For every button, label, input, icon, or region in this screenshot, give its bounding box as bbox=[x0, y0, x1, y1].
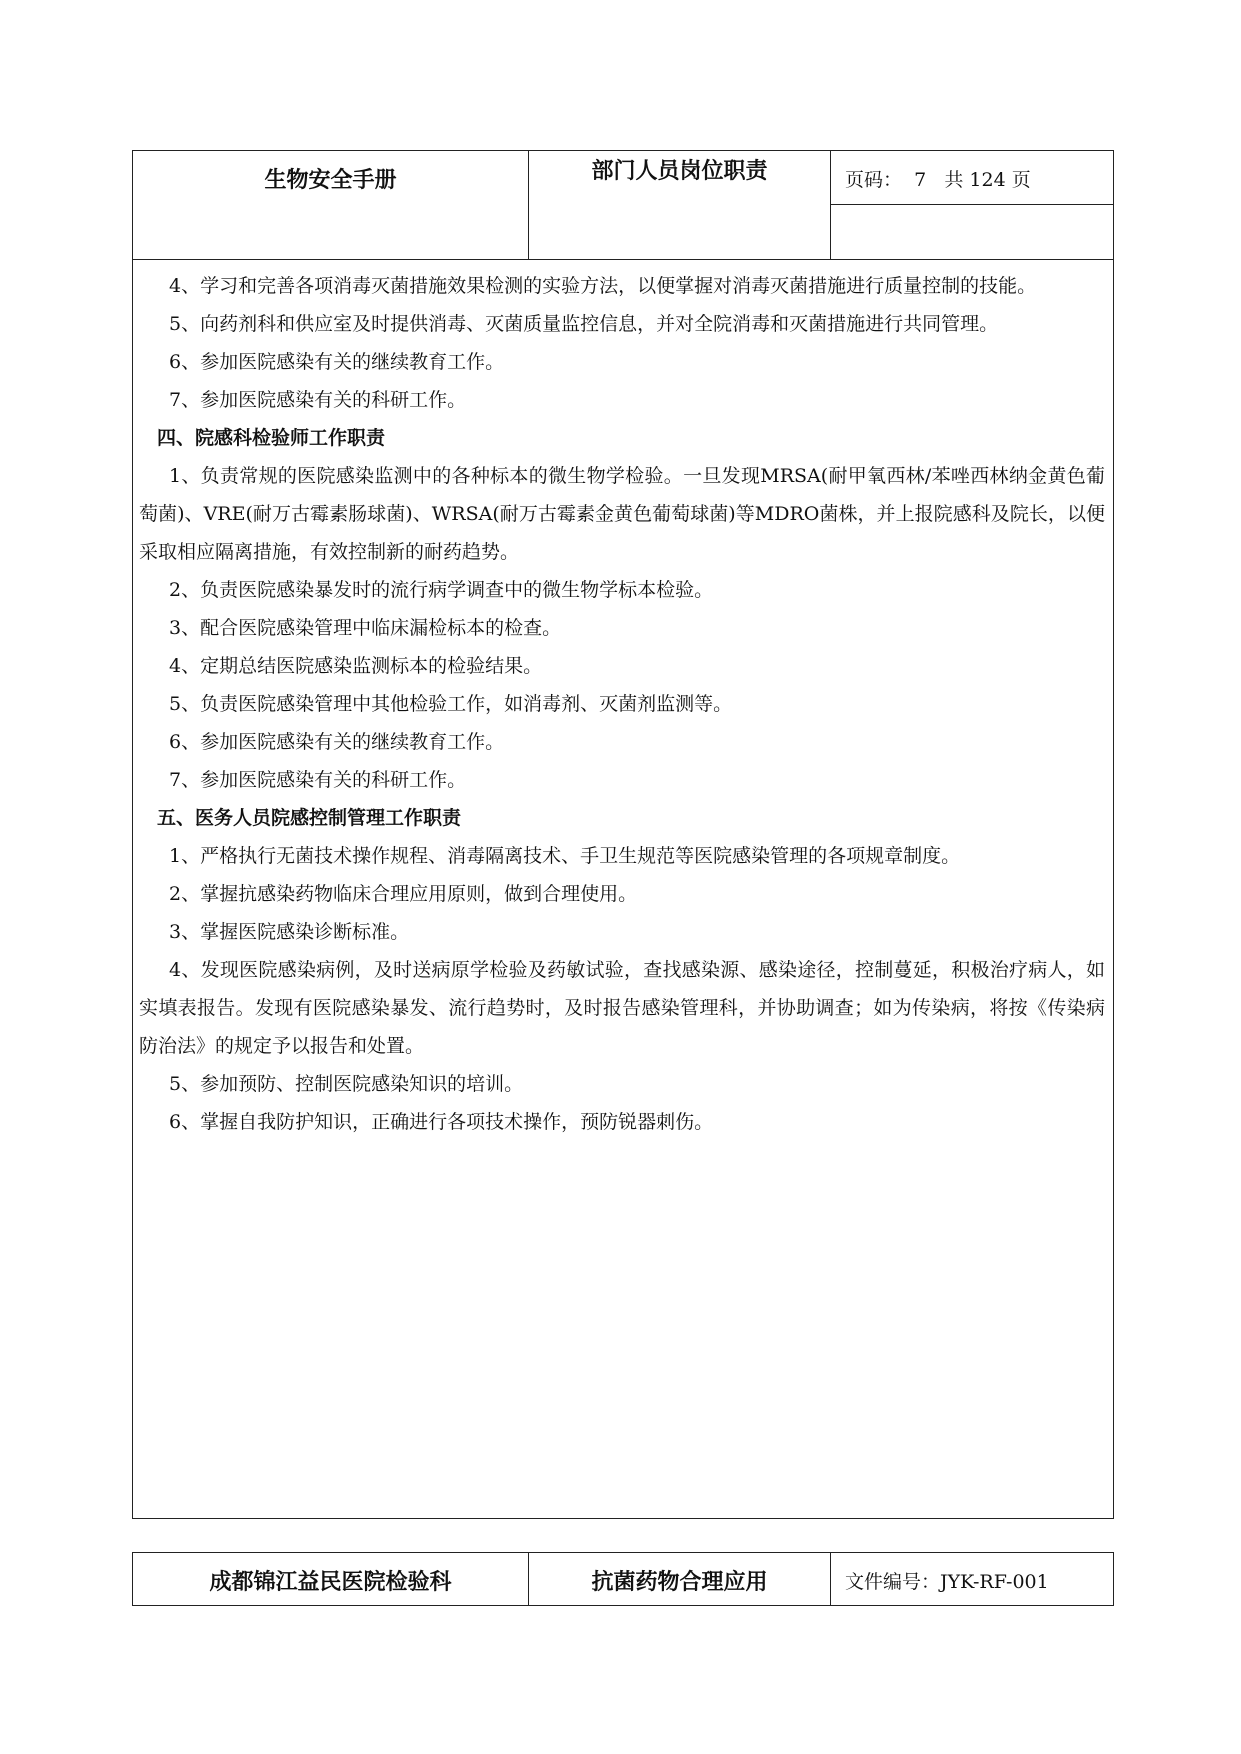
paragraph: 6、参加医院感染有关的继续教育工作。 bbox=[169, 351, 505, 373]
paragraph: 1、严格执行无菌技术操作规程、消毒隔离技术、手卫生规范等医院感染管理的各项规章制度。 bbox=[169, 845, 961, 867]
doc-number-value: JYK-RF-001 bbox=[940, 1571, 1049, 1593]
header-cell-section bbox=[529, 151, 831, 259]
paragraph: 5、负责医院感染管理中其他检验工作，如消毒剂、灭菌剂监测等。 bbox=[169, 693, 733, 715]
paragraph: 3、配合医院感染管理中临床漏检标本的检查。 bbox=[169, 617, 562, 639]
paragraph: 4、学习和完善各项消毒灭菌措施效果检测的实验方法，以便掌握对消毒灭菌措施进行质量控制的技能。 bbox=[169, 275, 1037, 297]
total-prefix: 共 bbox=[944, 169, 964, 191]
doc-number-label: 文件编号： bbox=[845, 1571, 941, 1593]
paragraph: 5、参加预防、控制医院感染知识的培训。 bbox=[169, 1073, 524, 1095]
footer-cell-org bbox=[133, 1553, 529, 1605]
total-pages: 124 bbox=[969, 169, 1006, 191]
topic-title: 抗菌药物合理应用 bbox=[591, 1570, 768, 1595]
total-suffix: 页 bbox=[1011, 169, 1031, 191]
doc-number bbox=[845, 1567, 1049, 1594]
footer-cell-docno bbox=[831, 1553, 1113, 1605]
footer-table bbox=[132, 1552, 1114, 1606]
page-number: 7 bbox=[914, 169, 927, 191]
section-heading-5: 五、医务人员院感控制管理工作职责 bbox=[157, 807, 462, 829]
section-heading-4: 四、院感科检验师工作职责 bbox=[157, 427, 386, 449]
paragraph: 3、掌握医院感染诊断标准。 bbox=[169, 921, 410, 943]
paragraph: 4、定期总结医院感染监测标本的检验结果。 bbox=[169, 655, 543, 677]
manual-title: 生物安全手册 bbox=[264, 168, 397, 193]
header-cell-manual bbox=[133, 151, 529, 259]
paragraph: 2、负责医院感染暴发时的流行病学调查中的微生物学标本检验。 bbox=[169, 579, 714, 601]
org-name: 成都锦江益民医院检验科 bbox=[209, 1570, 452, 1595]
paragraph: 4、发现医院感染病例，及时送病原学检验及药敏试验，查找感染源、感染途径，控制蔓延，积极治疗病人，如实填表报告。发现有医院感染暴发、流行趋势时，及时报告感染管理科，并协助调查；如为传染病，将按《传染病防治法》的规定予以报告和处置。 bbox=[139, 959, 1105, 1057]
paragraph: 5、向药剂科和供应室及时提供消毒、灭菌质量监控信息，并对全院消毒和灭菌措施进行共同管理。 bbox=[169, 313, 999, 335]
page-label: 页码： bbox=[845, 169, 903, 191]
page-info-cell bbox=[831, 151, 1113, 205]
footer-cell-topic bbox=[529, 1553, 831, 1605]
content-box bbox=[132, 259, 1114, 1519]
paragraph: 7、参加医院感染有关的科研工作。 bbox=[169, 389, 467, 411]
document-body bbox=[139, 267, 1105, 1141]
paragraph: 1、负责常规的医院感染监测中的各种标本的微生物学检验。一旦发现MRSA(耐甲氧西林/苯唑西林纳金黄色葡萄菌)、VRE(耐万古霉素肠球菌)、WRSA(耐万古霉素金黄色葡萄球菌)等MDRO菌株，并上报院感科及院长，以便采取相应隔离措施，有效控制新的耐药趋势。 bbox=[139, 465, 1105, 563]
header-table bbox=[132, 150, 1114, 260]
paragraph: 7、参加医院感染有关的科研工作。 bbox=[169, 769, 467, 791]
header-cell-page bbox=[831, 151, 1113, 259]
paragraph: 6、掌握自我防护知识，正确进行各项技术操作，预防锐器刺伤。 bbox=[169, 1111, 714, 1133]
page-info bbox=[845, 165, 1031, 192]
paragraph: 6、参加医院感染有关的继续教育工作。 bbox=[169, 731, 505, 753]
section-title: 部门人员岗位职责 bbox=[591, 159, 768, 184]
paragraph: 2、掌握抗感染药物临床合理应用原则，做到合理使用。 bbox=[169, 883, 638, 905]
